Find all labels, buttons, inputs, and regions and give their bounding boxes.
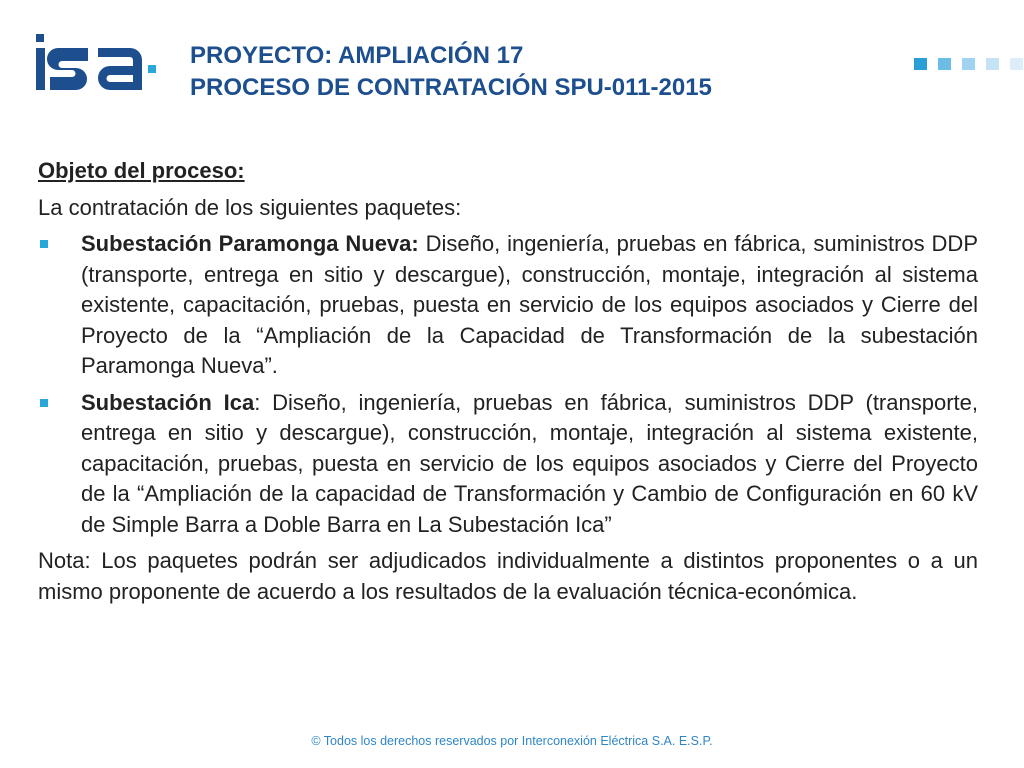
item-text: : Diseño, ingeniería, pruebas en fábrica, suministros DDP (transporte, entrega en sitio y descargue), construcción, montaje, integración al sistema existente, capacitación, pruebas, puesta en servicio de los equipos asociados y Cierre del Proyecto de la “Ampliación de la capacidad de Transformación y Cambio de Configuración en 60 kV de Simple Barra a Doble Barra en La Subestación Ica”	[81, 389, 978, 537]
square-bullet-icon	[40, 240, 48, 248]
note-text: Nota: Los paquetes podrán ser adjudicados individualmente a distintos proponentes o a un mismo proponente de acuerdo a los resultados de la evaluación técnica-económica.	[38, 548, 978, 604]
square-bullet-icon	[40, 399, 48, 407]
isa-logo	[36, 34, 160, 92]
item-label: Subestación Ica	[81, 389, 255, 415]
title-line-1: PROYECTO: AMPLIACIÓN 17	[190, 42, 524, 69]
item-label: Subestación Paramonga Nueva:	[81, 231, 419, 256]
item-text: Diseño, ingeniería, pruebas en fábrica, suministros DDP (transporte, entrega en sitio y descargue), construcción, montaje, integración al sistema existente, capacitación, pruebas, puesta en servicio de los equipos asociados y Cierre del Proyecto de la “Ampliación de la Capacidad de Transformación de la subestación Paramonga Nueva”.	[81, 231, 978, 378]
deco-square	[962, 58, 975, 70]
section-heading: Objeto del proceso:	[38, 158, 245, 183]
content-body	[38, 156, 978, 607]
deco-square	[986, 58, 999, 70]
deco-square	[1010, 58, 1023, 70]
page-title	[190, 40, 712, 104]
title-line-2: PROCESO DE CONTRATACIÓN SPU-011-2015	[190, 74, 712, 101]
deco-square	[938, 58, 951, 70]
package-list	[38, 229, 978, 540]
copyright-footer: © Todos los derechos reservados por Interconexión Eléctrica S.A. E.S.P.	[311, 734, 713, 748]
deco-square	[914, 58, 927, 70]
intro-text: La contratación de los siguientes paquetes:	[38, 194, 462, 220]
list-item	[38, 229, 978, 382]
list-item	[38, 388, 978, 541]
